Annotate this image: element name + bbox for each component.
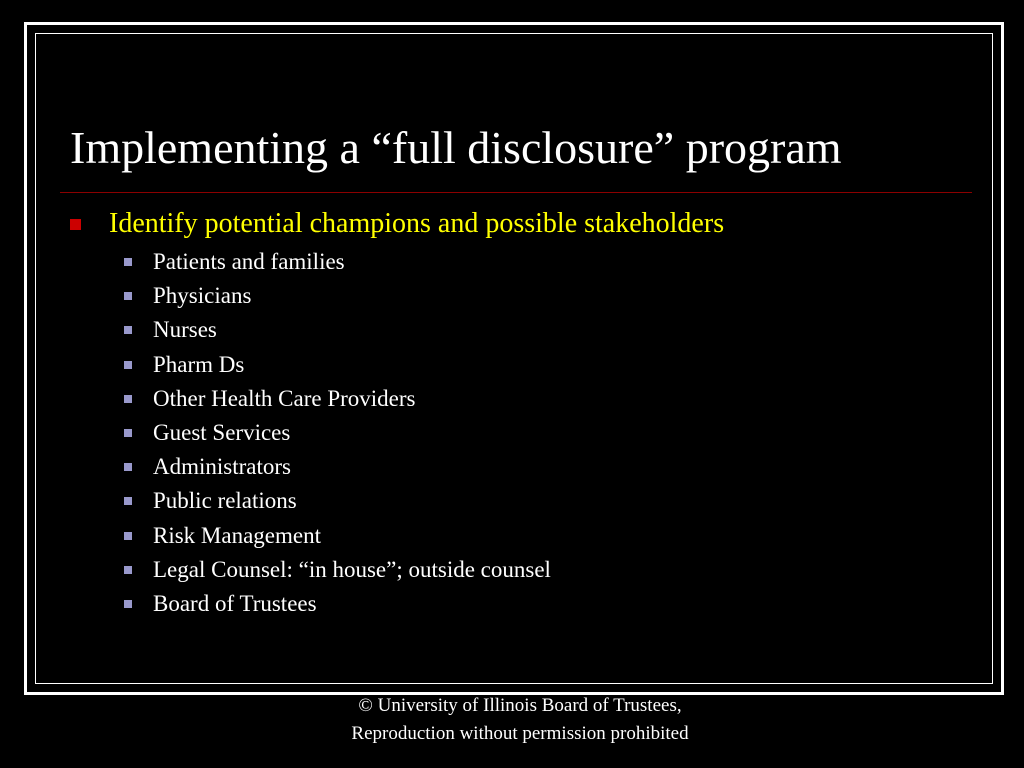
copyright-footer	[0, 692, 1024, 748]
square-bullet-icon	[70, 219, 81, 230]
sub-bullet-text: Administrators	[153, 454, 291, 480]
sub-bullet-item	[124, 587, 551, 621]
square-bullet-icon	[124, 395, 132, 403]
square-bullet-icon	[124, 258, 132, 266]
sub-bullet-item	[124, 450, 551, 484]
footer-line-1: © University of Illinois Board of Trustees,	[358, 695, 682, 716]
sub-bullet-text: Pharm Ds	[153, 351, 245, 377]
sub-bullet-item	[124, 484, 551, 518]
square-bullet-icon	[124, 292, 132, 300]
main-bullet	[70, 206, 724, 242]
square-bullet-icon	[124, 429, 132, 437]
sub-bullet-item	[124, 416, 551, 450]
sub-bullet-item	[124, 279, 551, 313]
slide-title: Implementing a “full disclosure” program	[70, 122, 842, 173]
main-bullet-text: Identify potential champions and possible stakeholders	[109, 208, 725, 239]
sub-bullet-item	[124, 245, 551, 279]
sub-bullet-text: Risk Management	[153, 522, 321, 548]
sub-bullet-text: Patients and families	[153, 249, 345, 275]
square-bullet-icon	[124, 497, 132, 505]
footer-line-2: Reproduction without permission prohibited	[351, 723, 689, 744]
sub-bullet-text: Legal Counsel: “in house”; outside counsel	[153, 556, 551, 582]
sub-bullet-item	[124, 382, 551, 416]
sub-bullet-text: Guest Services	[153, 420, 291, 446]
sub-bullet-text: Public relations	[153, 488, 297, 514]
sub-bullet-text: Other Health Care Providers	[153, 385, 416, 411]
square-bullet-icon	[124, 566, 132, 574]
title-divider	[60, 192, 972, 193]
sub-bullet-list	[124, 245, 551, 621]
sub-bullet-item	[124, 519, 551, 553]
square-bullet-icon	[124, 532, 132, 540]
square-bullet-icon	[124, 326, 132, 334]
sub-bullet-item	[124, 313, 551, 347]
sub-bullet-text: Board of Trustees	[153, 590, 317, 616]
sub-bullet-item	[124, 348, 551, 382]
square-bullet-icon	[124, 463, 132, 471]
sub-bullet-item	[124, 553, 551, 587]
sub-bullet-text: Physicians	[153, 283, 252, 309]
square-bullet-icon	[124, 361, 132, 369]
square-bullet-icon	[124, 600, 132, 608]
sub-bullet-text: Nurses	[153, 317, 217, 343]
